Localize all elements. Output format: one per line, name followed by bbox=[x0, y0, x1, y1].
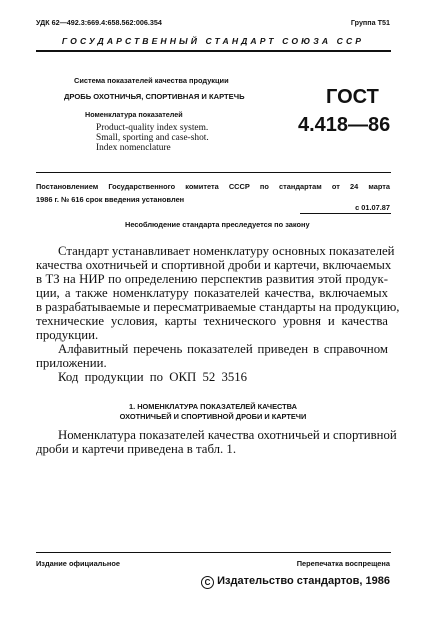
section-heading-line: 1. НОМЕНКЛАТУРА ПОКАЗАТЕЛЕЙ КАЧЕСТВА bbox=[129, 402, 297, 411]
english-title-line: Product-quality index system. bbox=[96, 123, 209, 133]
english-title-line: Index nomenclature bbox=[96, 143, 171, 153]
english-title bbox=[96, 123, 209, 153]
body-line: Стандарт устанавливает номенклатуру основных показателей bbox=[58, 244, 395, 258]
reprint-prohibited: Перепечатка воспрещена bbox=[296, 559, 390, 568]
english-title-line: Small, sporting and case-shot. bbox=[96, 133, 209, 143]
decree-text bbox=[36, 180, 390, 206]
date-underline bbox=[300, 213, 391, 214]
body-line: технические условия, карты технического уровня и качества bbox=[36, 314, 388, 328]
section-heading-line: ОХОТНИЧЬЕЙ И СПОРТИВНОЙ ДРОБИ И КАРТЕЧИ bbox=[119, 412, 307, 421]
effective-date: с 01.07.87 bbox=[355, 203, 390, 212]
section-line: дроби и картечи приведена в табл. 1. bbox=[36, 442, 237, 456]
gost-number: 4.418—86 bbox=[298, 114, 391, 136]
prosecution-notice: Несоблюдение стандарта преследуется по закону bbox=[125, 220, 310, 229]
product-title: ДРОБЬ ОХОТНИЧЬЯ, СПОРТИВНАЯ И КАРТЕЧЬ bbox=[64, 92, 245, 101]
gost-label: ГОСТ bbox=[326, 86, 379, 108]
decree-rule bbox=[36, 172, 391, 173]
official-edition: Издание официальное bbox=[36, 559, 121, 568]
body-line: Алфавитный перечень показателей приведен в справочном bbox=[58, 342, 388, 356]
system-title: Система показателей качества продукции bbox=[74, 76, 229, 85]
product-code: Код продукции по ОКП 52 3516 bbox=[58, 370, 248, 384]
section-line: Номенклатура показателей качества охотничьей и спортивной bbox=[58, 428, 397, 442]
section-heading bbox=[36, 402, 390, 422]
decree-line: Постановлением Государственного комитета СССР по стандартам от 24 марта bbox=[36, 182, 390, 191]
nomenclature-title: Номенклатура показателей bbox=[85, 110, 183, 119]
group-code: Группа Т51 bbox=[350, 18, 390, 27]
udc-code: УДК 62—492.3:669.4:658.562:006.354 bbox=[36, 18, 162, 27]
copyright-icon: C bbox=[201, 576, 214, 589]
body-line: приложении. bbox=[36, 356, 107, 370]
body-line: в разрабатываемые и пересматриваемые стандарты на продукцию, bbox=[36, 300, 400, 314]
footer-rule bbox=[36, 552, 391, 553]
banner-rule bbox=[36, 50, 391, 52]
copyright-text: Издательство стандартов, 1986 bbox=[217, 575, 390, 587]
copyright-line bbox=[201, 575, 390, 589]
decree-line: 1986 г. № 616 срок введения установлен bbox=[36, 195, 185, 204]
state-standard-banner: ГОСУДАРСТВЕННЫЙ СТАНДАРТ СОЮЗА ССР bbox=[61, 36, 365, 46]
body-line: в ТЗ на НИР по определению перспектив развития этой продук- bbox=[36, 272, 388, 286]
body-line: ции, а также номенклатуру показателей качества, включаемых bbox=[36, 286, 388, 300]
body-line: продукции. bbox=[36, 328, 99, 342]
body-line: качества охотничьей и спортивной дроби и картечи, включаемых bbox=[36, 258, 392, 272]
